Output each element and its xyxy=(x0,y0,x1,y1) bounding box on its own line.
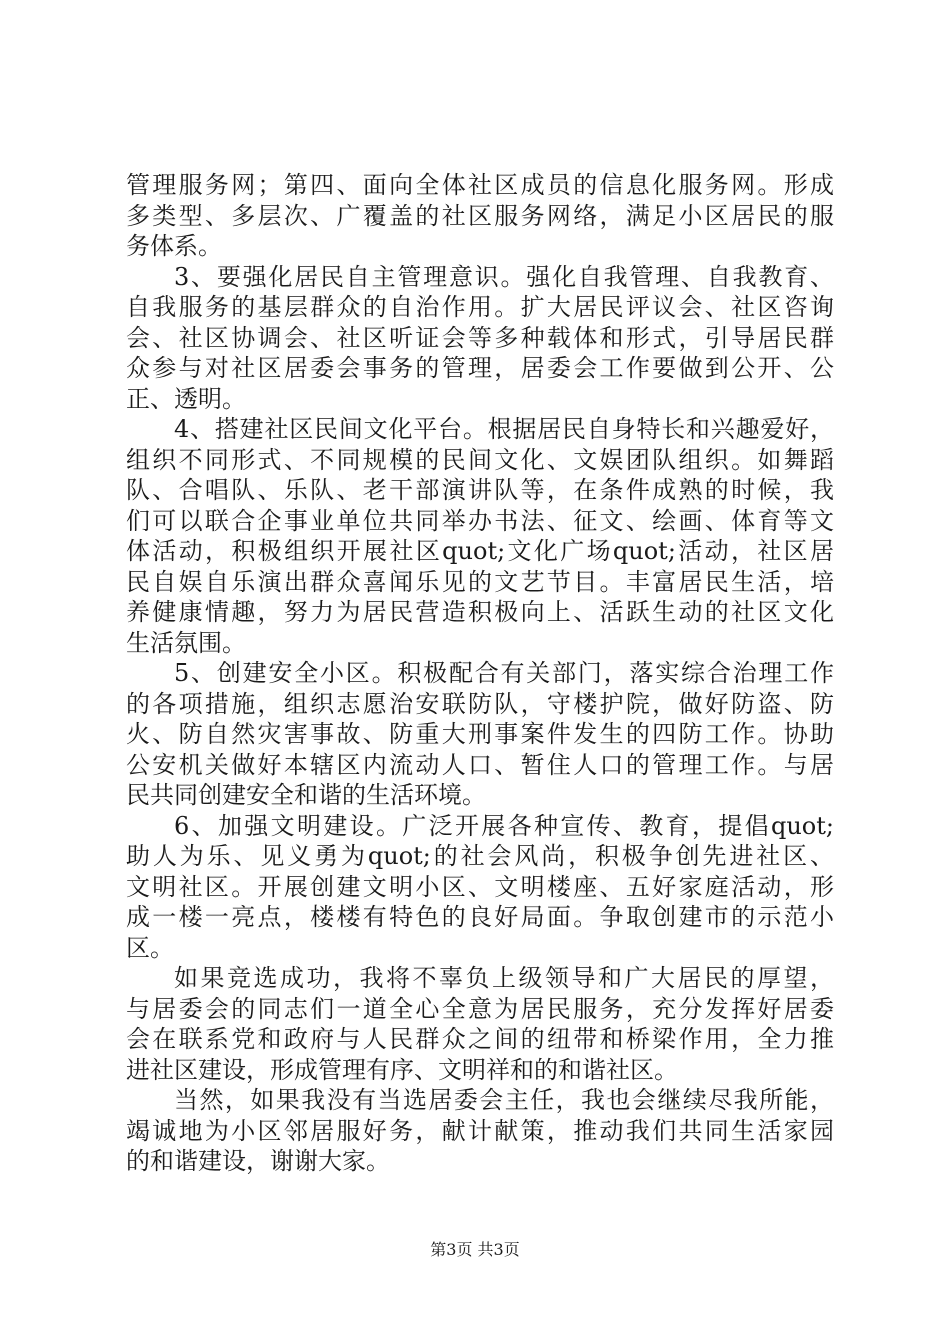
text-line: 4、搭建社区民间文化平台。根据居民自身特长和兴趣爱好， xyxy=(174,415,834,443)
text-line: 会、社区协调会、社区听证会等多种载体和形式，引导居民群 xyxy=(126,323,834,352)
text-line: 管理服务网；第四、面向全体社区成员的信息化服务网。形成 xyxy=(126,171,834,199)
text-line: 组织不同形式、不同规模的民间文化、文娱团队组织。如舞蹈 xyxy=(126,445,834,474)
text-line: 进社区建设，形成管理有序、文明祥和的和谐社区。 xyxy=(126,1055,678,1084)
text-line: 的和谐建设，谢谢大家。 xyxy=(126,1147,390,1175)
text-line: 如果竞选成功，我将不辜负上级领导和广大居民的厚望， xyxy=(174,964,834,992)
text-line: 生活氛围。 xyxy=(126,628,246,657)
text-line: 众参与对社区居委会事务的管理，居委会工作要做到公开、公 xyxy=(126,354,834,382)
document-body xyxy=(126,170,834,1177)
text-line: 6、加强文明建设。广泛开展各种宣传、教育，提倡quot; xyxy=(174,811,834,840)
text-line: 成一楼一亮点，楼楼有特色的良好局面。争取创建市的示范小 xyxy=(126,903,834,931)
text-line: 火、防自然灾害事故、防重大刑事案件发生的四防工作。协助 xyxy=(126,720,834,748)
text-line: 体活动，积极组织开展社区quot;文化广场quot;活动，社区居 xyxy=(126,537,834,565)
text-line: 区。 xyxy=(126,933,174,962)
page-number-footer: 第3页 共3页 xyxy=(430,1240,520,1259)
text-line: 会在联系党和政府与人民群众之间的纽带和桥梁作用，全力推 xyxy=(126,1025,834,1053)
text-line: 养健康情趣，努力为居民营造积极向上、活跃生动的社区文化 xyxy=(126,598,834,626)
text-line: 与居委会的同志们一道全心全意为居民服务，充分发挥好居委 xyxy=(126,994,834,1023)
text-line: 助人为乐、见义勇为quot;的社会风尚，积极争创先进社区、 xyxy=(126,842,834,870)
text-line: 5、创建安全小区。积极配合有关部门，落实综合治理工作 xyxy=(174,659,834,687)
text-line: 多类型、多层次、广覆盖的社区服务网络，满足小区居民的服 xyxy=(126,201,834,230)
text-line: 民自娱自乐演出群众喜闻乐见的文艺节目。丰富居民生活，培 xyxy=(126,567,834,596)
text-line: 自我服务的基层群众的自治作用。扩大居民评议会、社区咨询 xyxy=(126,293,834,321)
text-line: 务体系。 xyxy=(126,232,222,260)
text-line: 3、要强化居民自主管理意识。强化自我管理、自我教育、 xyxy=(174,262,834,291)
text-line: 竭诚地为小区邻居服好务，献计献策，推动我们共同生活家园 xyxy=(126,1116,834,1145)
text-line: 公安机关做好本辖区内流动人口、暂住人口的管理工作。与居 xyxy=(126,750,834,779)
text-line: 的各项措施，组织志愿治安联防队，守楼护院，做好防盗、防 xyxy=(126,689,834,718)
text-line: 们可以联合企事业单位共同举办书法、征文、绘画、体育等文 xyxy=(126,506,834,535)
text-line: 队、合唱队、乐队、老干部演讲队等，在条件成熟的时候，我 xyxy=(126,476,834,504)
text-line: 文明社区。开展创建文明小区、文明楼座、五好家庭活动，形 xyxy=(126,872,834,901)
text-line: 当然，如果我没有当选居委会主任，我也会继续尽我所能， xyxy=(174,1086,834,1114)
text-line: 正、透明。 xyxy=(126,384,246,413)
text-line: 民共同创建安全和谐的生活环境。 xyxy=(126,781,486,809)
